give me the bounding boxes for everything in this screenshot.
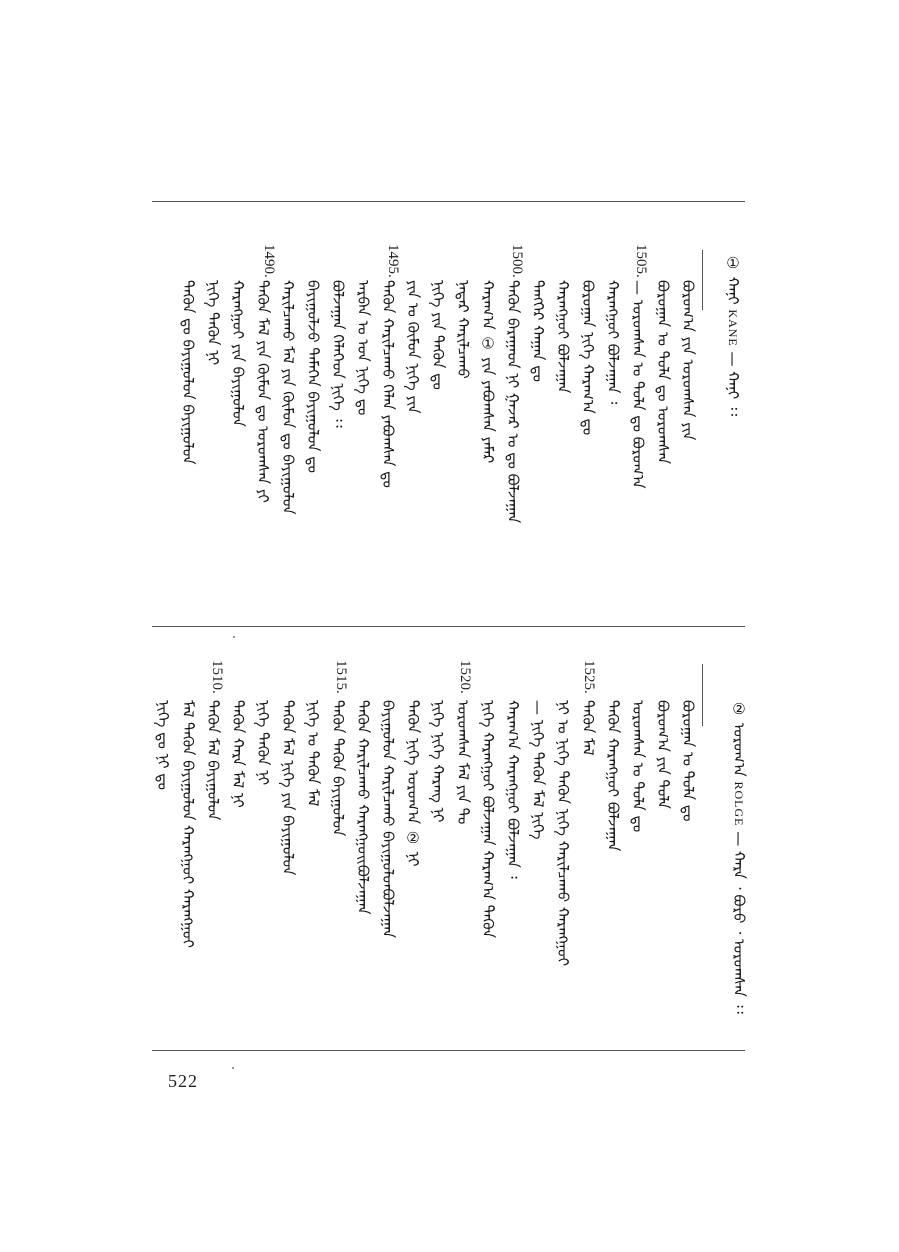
- footnote-separator-upper: [702, 250, 703, 310]
- text-column: ᠪᠣᠷᠣᠭᠠᠨ ᠤ ᠲᠤᠯᠠ ᠳᠤ ᠣᠷᠣᠭᠰᠠᠨ: [654, 280, 672, 465]
- line-number: 1515.: [333, 660, 349, 694]
- text-column: ᠶᠢᠨ ᠤ ᠬᠦᠮᠦᠨ ᠨᠢᠭᠡ ᠶᠢᠨ: [404, 280, 422, 414]
- text-column: ᠮᠠᠯ ᠲᠡᠭᠦᠨ ᠪᠠᠶᠢᠭᠤᠯᠤᠨ ᠬᠠᠷᠠᠩᠭᠤᠢ ᠬᠠᠷᠠᠩᠭᠤᠢ: [179, 700, 197, 948]
- footnote-marker: ②: [730, 700, 748, 718]
- middle-rule: [152, 626, 745, 627]
- text-column: ᠲᠡᠭᠦᠨ ᠬᠠᠷᠠᠩᠭᠤᠢ ᠪᠣᠯᠵᠠᠭᠠᠨ: [604, 700, 622, 852]
- text-column: ᠲᠡᠭᠦᠨ ᠮᠠᠯ ᠨᠢᠭᠡ ᠶᠢᠨ ᠪᠠᠶᠢᠭᠤᠯᠤᠨ: [279, 700, 297, 876]
- line-number: 1520.: [457, 660, 473, 694]
- footnote-marker: ①: [724, 254, 742, 272]
- text-column: ᠲᠡᠩᠭᠡᠷ ᠬᠠᠭᠠᠨ ᠳᠤ: [529, 280, 547, 382]
- text-column: ᠨᠢ ᠤ ᠨᠢᠭᠡ ᠲᠡᠭᠦᠨ ᠨᠢᠭᠡ ᠬᠠᠷᠢᠯᠴᠠᠬᠤ ᠬᠠᠷᠠᠩᠭᠤᠢ: [554, 700, 572, 966]
- line-number: 1525.: [581, 660, 597, 694]
- footnote-text-b: — ᠬᠠᠨᠢ ᠄᠄: [724, 351, 742, 417]
- text-column: ᠲᠡᠭᠦᠨ ᠬᠠᠷᠢᠯᠴᠠᠬᠤ ᠬᠡᠯᠡᠨ ᠶᠠᠪᠤᠭᠰᠠᠨ ᠳᠤ: [379, 280, 397, 488]
- footnote-lower: [726, 700, 752, 1014]
- text-column: ᠬᠠᠷᠢᠯᠴᠠᠬᠤ ᠮᠠᠯ ᠶᠢᠨ ᠬᠦᠮᠦᠨ ᠳᠤ ᠪᠠᠶᠢᠭᠤᠯᠤᠨ: [279, 280, 297, 515]
- text-column: ᠲᠡᠭᠦᠨ ᠬᠠᠷᠠ ᠮᠠᠯ ᠨᠢ: [229, 700, 247, 808]
- text-column: — ᠣᠷᠣᠭᠰᠠᠨ ᠤ ᠲᠤᠯᠠ ᠳᠤ ᠪᠣᠷᠣᠭ᠎ᠠ: [629, 280, 647, 489]
- text-column: ᠬᠠᠷᠠᠩᠭᠤᠢ ᠶᠢᠨ ᠪᠠᠶᠢᠭᠤᠯᠤᠨ: [229, 280, 247, 427]
- line-number: 1505.: [633, 244, 649, 278]
- text-column: ᠪᠠᠶᠢᠭᠤᠯᠤᠨ ᠬᠠᠷᠢᠯᠴᠠᠬᠤ ᠪᠠᠶᠢᠭᠤᠯᠤᠨᠪᠣᠯᠵᠠᠭᠠᠨ: [379, 700, 397, 939]
- line-number: 1510.: [209, 660, 225, 694]
- footnote-text-b: — ᠬᠠᠷᠠ ᠂ ᠪᠣᠷᠣ ᠂ ᠣᠷᠣᠭᠰᠠᠨ ᠄᠄: [730, 831, 748, 1014]
- text-column: ᠲᠡᠭᠦᠨ ᠮᠠᠯ ᠪᠠᠶᠢᠭᠤᠯᠤᠨ: [204, 700, 222, 821]
- text-column: ᠪᠣᠷᠣᠭᠠᠨ ᠨᠢᠭᠡ ᠬᠠᠷᠠᠭ᠎ᠠ ᠳᠤ: [579, 280, 597, 436]
- text-column: ᠨᠢᠭᠡ ᠨᠢᠭᠡ ᠬᠠᠷᠠᠩ ᠨᠢ: [429, 700, 447, 823]
- text-column: ᠬᠠᠷᠠᠭ᠎ᠠ ① ᠶᠢᠨ ᠶᠠᠪᠤᠭᠰᠠᠨ ᠶᠠᠮᠠᠷ: [479, 280, 497, 464]
- text-column: ᠲᠡᠭᠦᠨ ᠪᠠᠷᠠᠭᠠᠳ ᠨᠢ ᠭᠠᠵᠠᠷ ᠤ ᠳᠤ ᠪᠣᠯᠵᠠᠭᠠᠨ: [504, 280, 522, 524]
- text-column: ᠣᠷᠣᠭᠰᠠᠨ ᠤ ᠲᠤᠯᠠ ᠳᠤ: [629, 700, 647, 833]
- text-column: ᠨᠢᠭᠡ ᠤ ᠲᠡᠭᠦᠨ ᠮᠠᠯ: [304, 700, 322, 807]
- text-column: ᠨᠢᠭᠡ ᠬᠠᠷᠠᠩᠭᠤᠢ ᠪᠣᠯᠵᠠᠭᠠᠨ ᠬᠠᠷᠠᠭ᠎ᠠ ᠲᠡᠭᠦᠨ: [479, 700, 497, 939]
- text-column: ᠲᠡᠭᠦᠨ ᠮᠠᠯ ᠶᠢᠨ ᠬᠦᠮᠦᠨ ᠳᠤ ᠣᠷᠣᠭᠰᠠᠨ ᠶᠢ: [254, 280, 272, 503]
- line-number: 1495.: [385, 244, 401, 278]
- footnote-upper: [720, 254, 746, 416]
- text-column: ᠨᠢᠭᠡ ᠶᠢᠨ ᠲᠡᠭᠦᠨ ᠳᠤ: [429, 280, 447, 390]
- text-column: — ᠨᠢᠭᠡ ᠲᠡᠭᠦᠨ ᠮᠠᠯ ᠨᠢᠭᠡ: [529, 700, 547, 840]
- text-column: ᠲᠡᠭᠦᠨ ᠮᠠᠯ: [579, 700, 597, 756]
- text-column: ᠪᠣᠷᠣᠭ᠎ᠠ ᠶᠢᠨ ᠲᠤᠯᠠ: [654, 700, 672, 809]
- text-column: ᠪᠣᠷᠣᠭ᠎ᠠ ᠶᠢᠨ ᠣᠷᠣᠭᠰᠠᠨ ᠶᠢᠨ: [679, 280, 697, 441]
- page-number: 522: [168, 1071, 198, 1091]
- text-column: ᠣᠷᠣᠭᠰᠠᠨ ᠮᠠᠯ ᠶᠢᠨ ᠲᠤ: [454, 700, 472, 825]
- text-column: ᠬᠠᠷᠠᠭ᠎ᠠ ᠬᠠᠷᠠᠩᠭᠤᠢ ᠪᠣᠯᠵᠠᠭᠠᠨ ᠄: [504, 700, 522, 879]
- text-column: ᠪᠣᠯᠵᠠᠭᠠᠨ ᠬᠡᠯᠡᠭᠡᠳ ᠨᠢᠭᠡ ᠄᠄: [329, 280, 347, 428]
- text-column: ᠲᠡᠭᠦᠨ ᠲᠡᠭᠦᠨ ᠪᠠᠶᠢᠭᠤᠯᠤᠨ: [329, 700, 347, 837]
- text-column: ᠲᠡᠭᠦᠨ ᠨᠢᠭᠡ ᠣᠷᠣᠭ᠎ᠠ ② ᠨᠢ: [404, 700, 422, 867]
- footnote-text-a: ᠬᠠᠨᠢ: [724, 276, 742, 305]
- footnote-separator-lower: [702, 664, 703, 726]
- text-column: ᠨᠢᠭᠡ ᠲᠡᠭᠦᠨ ᠨᠢ: [204, 280, 222, 366]
- text-column: ᠲᠡᠭᠦᠨ ᠬᠠᠷᠢᠯᠴᠠᠬᠤ ᠬᠠᠷᠠᠩᠭᠤᠢᠪᠣᠯᠵᠠᠭᠠᠨ: [354, 700, 372, 915]
- text-column: ᠪᠠᠶᠢᠭᠤᠯᠵᠤ ᠲᠡᠮᠡᠭᠡᠨ ᠪᠠᠶᠢᠭᠤᠯᠤᠨ ᠳᠤ: [304, 280, 322, 473]
- text-column: ᠨᠠᠳᠠᠷ ᠬᠠᠷᠢᠯᠴᠠᠬᠤ: [454, 280, 472, 379]
- top-rule: [152, 201, 745, 202]
- text-column: ᠠᠷᠪᠠᠨ ᠤ ᠣᠨ ᠨᠢᠭᠡ ᠳᠤ: [354, 280, 372, 416]
- text-column: ᠬᠠᠷᠠᠩᠭᠤᠢ ᠪᠣᠯᠵᠠᠭᠠᠨ: [554, 280, 572, 394]
- print-speck: [233, 636, 235, 638]
- line-number: 1500.: [509, 244, 525, 278]
- text-column: ᠲᠡᠭᠦᠨ ᠳᠤ ᠪᠠᠶᠢᠭᠤᠯᠤᠨ ᠪᠠᠶᠢᠭᠤᠯᠤᠨ: [179, 280, 197, 465]
- footnote-latin: KANE: [726, 309, 740, 347]
- text-column: ᠬᠠᠷᠠᠩᠭᠤᠢ ᠪᠣᠯᠵᠠᠭᠠᠨ ᠄: [604, 280, 622, 405]
- print-speck: [232, 1067, 234, 1069]
- footnote-latin: ROLGE: [732, 781, 746, 827]
- footnote-text-a: ᠣᠷᠣᠭ᠎ᠠ: [730, 722, 748, 777]
- line-number: 1490.: [261, 244, 277, 278]
- text-column: ᠨᠢᠭᠡ ᠲᠡᠭᠦᠨ ᠨᠢ: [254, 700, 272, 786]
- text-column: ᠪᠣᠷᠣᠭᠠᠨ ᠤ ᠲᠤᠯᠠ ᠳᠤ: [679, 700, 697, 822]
- bottom-rule: [152, 1050, 745, 1051]
- text-column: ᠨᠢᠭᠡ ᠳᠤ ᠨᠢ ᠳᠤ: [154, 700, 172, 790]
